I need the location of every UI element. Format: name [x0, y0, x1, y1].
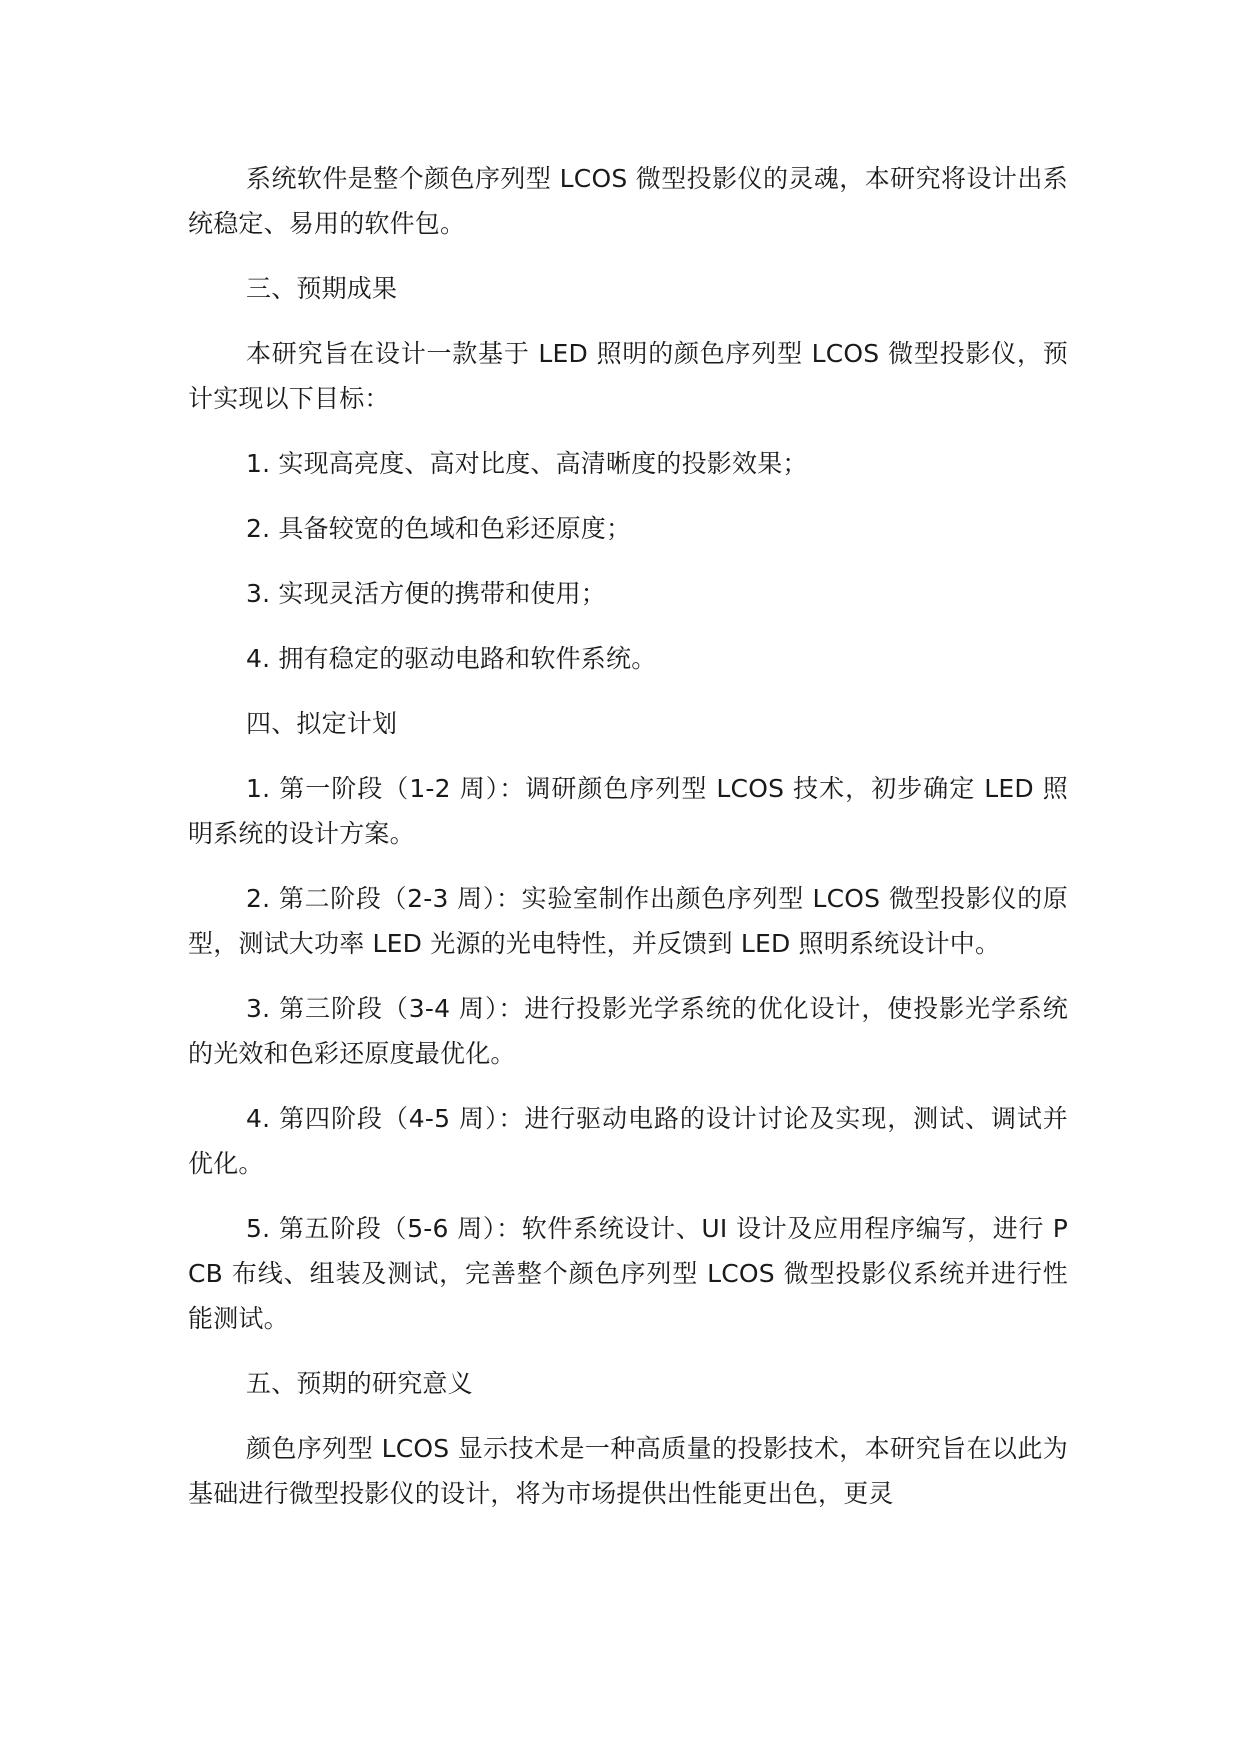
- paragraph-system-software: 系统软件是整个颜色序列型 LCOS 微型投影仪的灵魂，本研究将设计出系统稳定、易用的软件包。: [188, 164, 1068, 238]
- document-body: [188, 156, 1068, 1536]
- plan-stage-3: 3. 第三阶段（3-4 周）：进行投影光学系统的优化设计，使投影光学系统的光效和色彩还原度最优化。: [188, 994, 1068, 1068]
- plan-stage-1: 1. 第一阶段（1-2 周）：调研颜色序列型 LCOS 技术，初步确定 LED 照明系统的设计方案。: [188, 774, 1068, 848]
- plan-stage-2: 2. 第二阶段（2-3 周）：实验室制作出颜色序列型 LCOS 微型投影仪的原型，测试大功率 LED 光源的光电特性，并反馈到 LED 照明系统设计中。: [188, 884, 1068, 958]
- paragraph-significance: 颜色序列型 LCOS 显示技术是一种高质量的投影技术，本研究旨在以此为基础进行微型投影仪的设计，将为市场提供出性能更出色，更灵: [188, 1434, 1068, 1508]
- section-heading-expected-results: 三、预期成果: [246, 274, 398, 303]
- section-heading-plan: 四、拟定计划: [246, 709, 398, 738]
- plan-stage-4: 4. 第四阶段（4-5 周）：进行驱动电路的设计讨论及实现，测试、调试并优化。: [188, 1104, 1068, 1178]
- goal-item-3: 3. 实现灵活方便的携带和使用；: [246, 579, 607, 608]
- goal-item-1: 1. 实现高亮度、高对比度、高清晰度的投影效果；: [246, 449, 808, 478]
- goal-item-4: 4. 拥有稳定的驱动电路和软件系统。: [246, 644, 657, 673]
- section-heading-significance: 五、预期的研究意义: [246, 1369, 473, 1398]
- goal-item-2: 2. 具备较宽的色域和色彩还原度；: [246, 514, 632, 543]
- paragraph-research-goal: 本研究旨在设计一款基于 LED 照明的颜色序列型 LCOS 微型投影仪，预计实现以下目标：: [188, 339, 1068, 413]
- plan-stage-5: 5. 第五阶段（5-6 周）：软件系统设计、UI 设计及应用程序编写，进行 PCB 布线、组装及测试，完善整个颜色序列型 LCOS 微型投影仪系统并进行性能测试。: [188, 1214, 1068, 1333]
